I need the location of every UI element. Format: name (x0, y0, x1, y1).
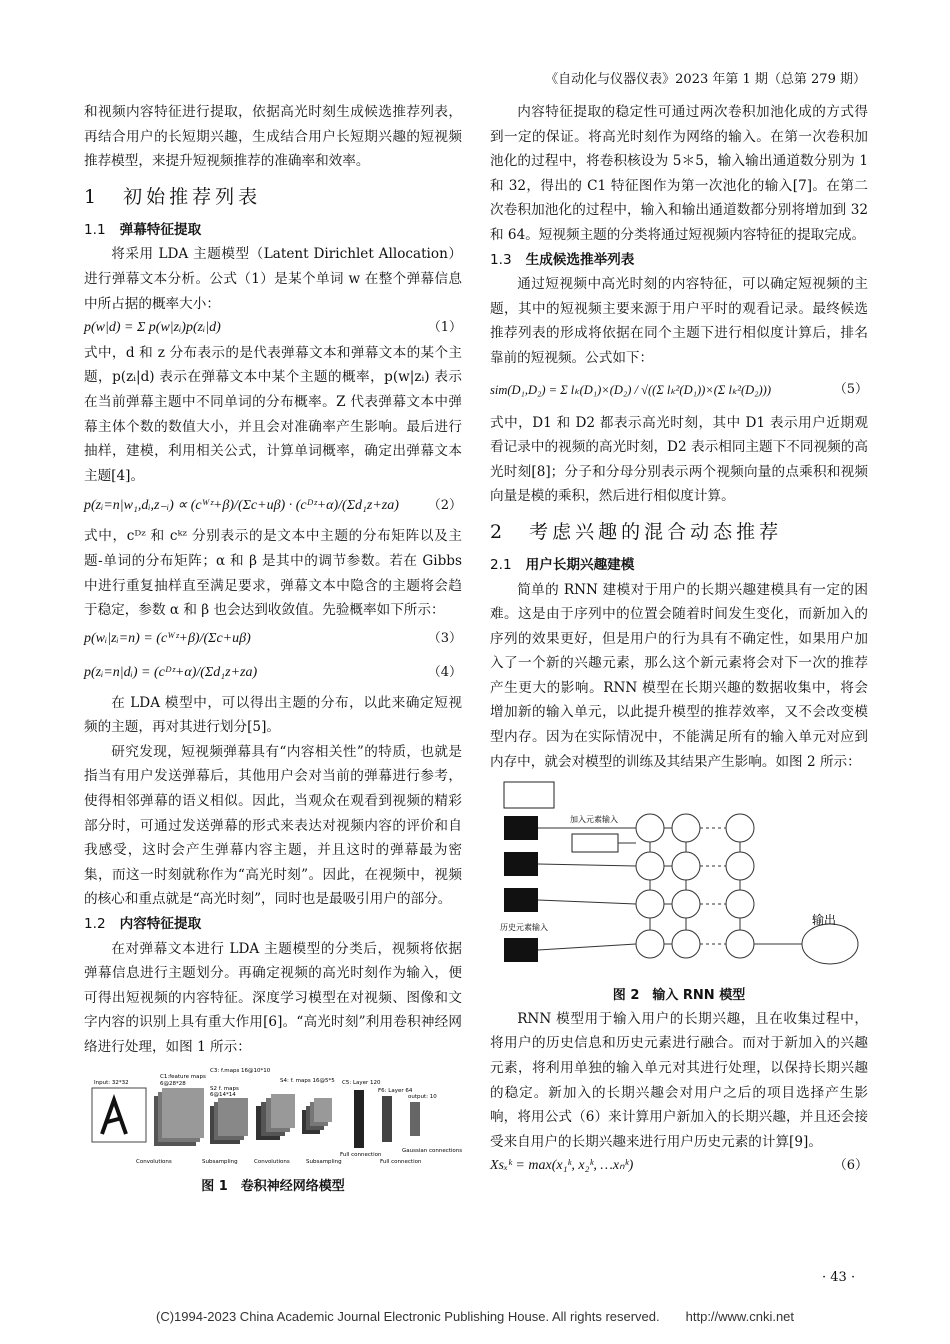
history-block (504, 852, 538, 876)
equation-2 (84, 488, 462, 524)
label-gaussian: Gaussian connections (402, 1147, 462, 1154)
equation: p(zᵢ=n|dᵢ) = (cᴰᶻ+α)/(Σd₁z+za) (84, 665, 258, 681)
paragraph: 式中，cᴰᶻ 和 cᵏᶻ 分别表示的是文本中主题的分布矩阵以及主题-单词的分布矩阵；α 和 β 是其中的调节参数。若在 Gibbs 中进行重复抽样直至满足要求，弹幕文本中隐含的主题将会趋于稳定，参数 α 和 β 也会达到收敛值。先验概率如下所示： (84, 528, 462, 619)
equation-1 (84, 316, 462, 341)
cnn-diagram (84, 1066, 462, 1168)
history-block (504, 938, 538, 962)
paragraph: 在对弹幕文本进行 LDA 主题模型的分类后，视频将依据弹幕信息进行主题划分。再确定视频的高光时刻作为输入，便可得出短视频的内容特征。深度学习模型在对视频、图像和文字内容的识别上具有重大作用[6]。“高光时刻”利用卷积神经网络进行处理，如图 1 所示： (84, 940, 462, 1055)
figure-caption: 图 2 输入 RNN 模型 (612, 987, 746, 1003)
c3-stack (256, 1094, 295, 1140)
running-header: 《自动化与仪器仪表》2023 年第 1 期（总第 279 期） (545, 72, 866, 87)
subsection-title: 内容特征提取 (119, 916, 202, 933)
right-column (490, 100, 868, 1179)
label-subsampling: Subsampling (202, 1158, 238, 1165)
section-heading: 1 初始推荐列表 (84, 185, 262, 208)
left-column (84, 100, 462, 1198)
paragraph: 式中，D1 和 D2 都表示高光时刻，其中 D1 表示用户近期观看记录中的视频的高光时刻，D2 表示相同主题下不同视频的高光时刻[8]；分子和分母分别表示两个视频向量的点乘积和视频向量是模的乘积，然后进行相似度计算。 (490, 414, 868, 505)
label-input: Input: 32*32 (94, 1079, 129, 1086)
label-history: 历史元素输入 (500, 923, 548, 933)
figure-1 (84, 1066, 462, 1199)
equation: p(zᵢ=n|w₁,dᵢ,z₋ᵢ) ∝ (cᵂᶻ+β)/(Σc+uβ) · (cᴰᶻ+α)/(Σd₁z+za) (84, 498, 399, 514)
subsection-number: 1.3 (490, 251, 512, 268)
label-full-connection: Full connection (380, 1158, 422, 1165)
figure-caption: 图 1 卷积神经网络模型 (201, 1179, 345, 1195)
equation-6 (490, 1154, 868, 1179)
label-output: output: 10 (408, 1093, 437, 1100)
label-s2: S2 f. maps (210, 1085, 239, 1092)
output-node (802, 924, 858, 964)
subsection-heading (490, 248, 868, 273)
output-layer (410, 1102, 420, 1136)
label-f6: F6: Layer 64 (378, 1087, 413, 1094)
paragraph: 研究发现，短视频弹幕具有“内容相关性”的特质，也就是指当有用户发送弹幕后，其他用户会对当前的弹幕进行参考，使得相邻弹幕的语义相似。因此，当观众在观看到视频的精彩部分时，可通过发送弹幕的形式来表达对视频内容的评价和自我感受，这时会产生弹幕内容主题，并且这时的弹幕最为密集，而这一时刻就称作为“高光时刻”。因此，在视频中，视频的核心和重点就是“高光时刻”，同时也是最吸引用户的部分。 (84, 743, 462, 908)
label-full-connection: Full connection (340, 1151, 382, 1158)
paragraph: 内容特征提取的稳定性可通过两次卷积加池化成的方式得到一定的保证。将高光时刻作为网络的输入。在第一次卷积加池化的过程中，将卷积核设为 5＊5，输入输出通道数分别为 1 和 32，得出的 C1 特征图作为第一次池化的输入[7]。在第二次卷积加池化的过程中，输入和输出通道数都分别将增加到 32 和 64。短视频主题的分类将通过短视频内容特征的提取完成。 (490, 104, 868, 243)
rnn-diagram (490, 780, 868, 976)
label-s2-size: 6@14*14 (210, 1091, 236, 1098)
subsection-heading (84, 912, 462, 937)
equation-number: （5） (833, 382, 868, 398)
label-c1-size: 6@28*28 (160, 1080, 186, 1087)
label-output: 输出 (812, 913, 837, 928)
subsection-title: 弹幕特征提取 (119, 221, 202, 238)
label-convolutions: Convolutions (136, 1158, 172, 1165)
equation-number: （1） (427, 320, 462, 336)
label-c3: C3: f.maps 16@10*10 (210, 1067, 271, 1074)
equation-number: （6） (833, 1158, 868, 1174)
paragraph: 在 LDA 模型中，可以得出主题的分布，以此来确定短视频的主题，再对其进行划分[5]。 (84, 694, 462, 736)
subsection-heading (84, 218, 462, 243)
label-subsampling: Subsampling (306, 1158, 342, 1165)
s2-stack (210, 1098, 248, 1144)
subsection-number: 1.1 (84, 221, 106, 238)
label-c1: C1:feature maps (160, 1073, 206, 1080)
c1-stack (154, 1088, 204, 1146)
f6-layer (382, 1096, 392, 1142)
figure-2 (490, 780, 868, 1007)
section-heading: 2 考虑兴趣的混合动态推荐 (490, 520, 783, 543)
subsection-title: 用户长期兴趣建模 (525, 556, 635, 573)
equation-3 (84, 623, 462, 657)
paragraph: RNN 模型用于输入用户的长期兴趣，且在收集过程中，将用户的历史信息和历史元素进行融合。而对于新加入的兴趣元素，将利用单独的输入单元对其进行处理，以保持长期兴趣的稳定。新加入的长期兴趣会对用户之后的项目选择产生影响，将用公式（6）来计算用户新加入的长期兴趣，并且还会接受来自用户的长期兴趣来进行用户历史元素的计算[9]。 (490, 1010, 868, 1150)
equation: p(w|d) = Σ p(w|zᵢ)p(zᵢ|d) (84, 320, 221, 336)
subsection-number: 2.1 (490, 556, 512, 573)
s4-stack (302, 1098, 332, 1134)
subsection-heading (490, 553, 868, 578)
label-c5: C5: Layer 120 (342, 1079, 381, 1086)
subsection-number: 1.2 (84, 916, 106, 933)
equation: Xsₓᵏ = max(x₁ᵏ, x₂ᵏ, …xₙᵏ) (490, 1158, 634, 1174)
paragraph: 式中，d 和 z 分布表示的是代表弹幕文本和弹幕文本的某个主题，p(zᵢ|d) 表示在弹幕文本中某个主题的概率，p(w|zᵢ) 表示在当前弹幕主题中不同单词的分布概率。Z 代表弹幕文本中弹幕主体个数的数值大小，并且会对准确率产生影响。最后进行抽样，建模，利用相关公式，计算单词概率，确定出弹幕文本主题[4]。 (84, 344, 462, 484)
c5-layer (354, 1090, 364, 1148)
equation: p(wᵢ|zᵢ=n) = (cᵂᶻ+β)/(Σc+uβ) (84, 631, 251, 647)
new-element-box (572, 834, 618, 852)
history-block (504, 888, 538, 912)
paragraph: 和视频内容特征进行提取，依据高光时刻生成候选推荐列表，再结合用户的长短期兴趣，生成结合用户长短期兴趣的短视频推荐模型，来提升短视频推荐的准确率和效率。 (84, 104, 462, 170)
input-box (504, 782, 554, 808)
label-convolutions: Convolutions (254, 1158, 290, 1165)
equation-5 (490, 371, 868, 411)
equation-number: （2） (427, 498, 462, 514)
label-s4: S4: f. maps 16@5*5 (280, 1077, 335, 1084)
paragraph: 通过短视频中高光时刻的内容特征，可以确定短视频的主题，其中的短视频主要来源于用户平时的观看记录。最终候选推荐列表的形成将依据在同个主题下进行相似度计算后，排名靠前的短视频。公式如下： (490, 276, 868, 366)
paragraph: 简单的 RNN 建模对于用户的长期兴趣建模具有一定的困难。这是由于序列中的位置会随着时间发生变化，而新加入的序列的效果更好，但是用户的行为具有不确定性，如果用户加入了一个新的兴趣元素，那么这个新元素将会对下一次的推荐产生更大的影响。RNN 模型在长期兴趣的数据收集中，将会增加新的输入单元，以此提升模型的推荐效率，又不会改变模型内存。因为在实际情况中，不能满足所有的输入单元对应到内存中，就会对模型的训练及其结果产生影响。如图 2 所示： (490, 581, 868, 770)
label-add-element: 加入元素输入 (570, 815, 618, 825)
equation: sim(D₁,D₂) = Σ lₖ(D₁)×(D₂) / √((Σ lₖ²(D₁))×(Σ lₖ²(D₂))) (490, 383, 772, 398)
page-number: · 43 · (822, 1270, 856, 1285)
history-block (504, 816, 538, 840)
paragraph: 将采用 LDA 主题模型（Latent Dirichlet Allocation）进行弹幕文本分析。公式（1）是某个单词 w 在整个弹幕信息中所占据的概率大小： (84, 246, 462, 312)
equation-number: （3） (427, 631, 462, 647)
rnn-nodes (636, 814, 754, 958)
subsection-title: 生成候选推举列表 (525, 251, 635, 268)
equation-4 (84, 657, 462, 691)
equation-number: （4） (427, 665, 462, 681)
copyright-footer: (C)1994-2023 China Academic Journal Electronic Publishing House. All rights reserved. http://www.cnki.net (155, 1309, 795, 1324)
